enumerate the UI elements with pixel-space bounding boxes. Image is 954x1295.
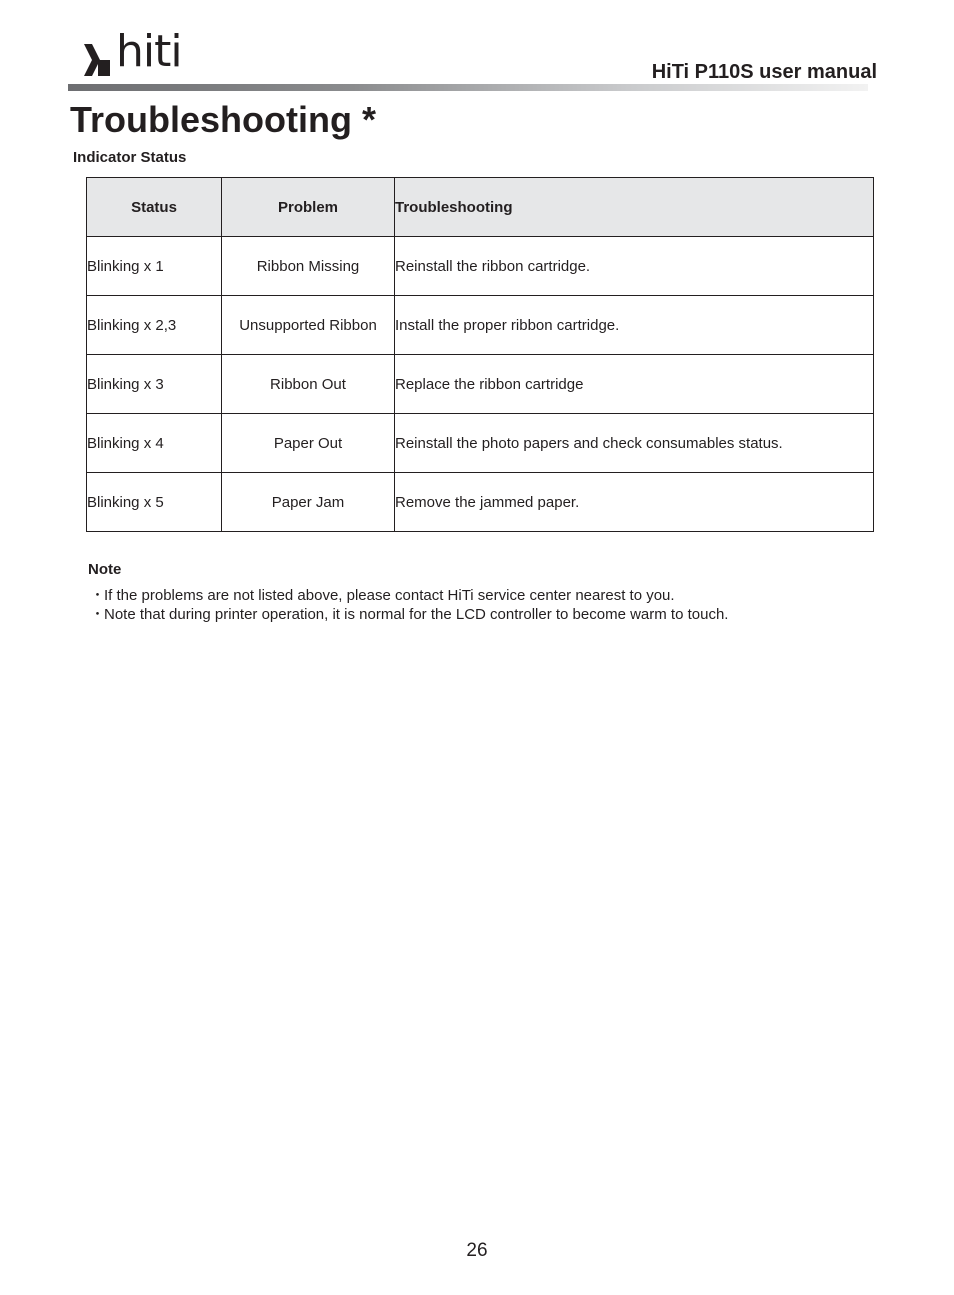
- note-item: [90, 605, 728, 624]
- cell-problem: Unsupported Ribbon: [222, 296, 395, 355]
- manual-title: HiTi P110S user manual: [651, 61, 877, 83]
- cell-status: Blinking x 4: [87, 414, 222, 473]
- cell-status: Blinking x 5: [87, 473, 222, 532]
- cell-problem: Ribbon Missing: [222, 237, 395, 296]
- header-problem: Problem: [222, 178, 395, 237]
- cell-troubleshooting: Install the proper ribbon cartridge.: [395, 296, 874, 355]
- page-number: 26: [466, 1240, 488, 1261]
- table-row: [87, 296, 874, 355]
- cell-status: Blinking x 2,3: [87, 296, 222, 355]
- note-list: [90, 586, 728, 624]
- cell-problem: Paper Out: [222, 414, 395, 473]
- cell-troubleshooting: Remove the jammed paper.: [395, 473, 874, 532]
- bullet: ・: [90, 587, 106, 604]
- cell-status: Blinking x 3: [87, 355, 222, 414]
- header-divider: [68, 84, 868, 91]
- note-label: Note: [88, 561, 122, 578]
- table-row: [87, 414, 874, 473]
- logo-wordmark: hiti: [116, 26, 182, 77]
- cell-problem: Ribbon Out: [222, 355, 395, 414]
- section-label: Indicator Status: [73, 149, 187, 166]
- header-troubleshooting: Troubleshooting: [395, 178, 874, 237]
- cell-status: Blinking x 1: [87, 237, 222, 296]
- table-header-row: [87, 178, 874, 237]
- table-row: [87, 355, 874, 414]
- cell-problem: Paper Jam: [222, 473, 395, 532]
- bullet: ・: [90, 606, 106, 623]
- hiti-logo-mark-icon: [82, 40, 116, 80]
- cell-troubleshooting: Reinstall the photo papers and check consumables status.: [395, 414, 874, 473]
- page-title: Troubleshooting *: [70, 99, 376, 140]
- table-row: [87, 237, 874, 296]
- cell-troubleshooting: Replace the ribbon cartridge: [395, 355, 874, 414]
- note-text: Note that during printer operation, it is normal for the LCD controller to become warm to touch.: [104, 606, 729, 623]
- table-row: [87, 473, 874, 532]
- note-item: [90, 586, 728, 605]
- note-text: If the problems are not listed above, please contact HiTi service center nearest to you.: [104, 587, 675, 604]
- indicator-status-table: [86, 177, 874, 532]
- header-status: Status: [87, 178, 222, 237]
- cell-troubleshooting: Reinstall the ribbon cartridge.: [395, 237, 874, 296]
